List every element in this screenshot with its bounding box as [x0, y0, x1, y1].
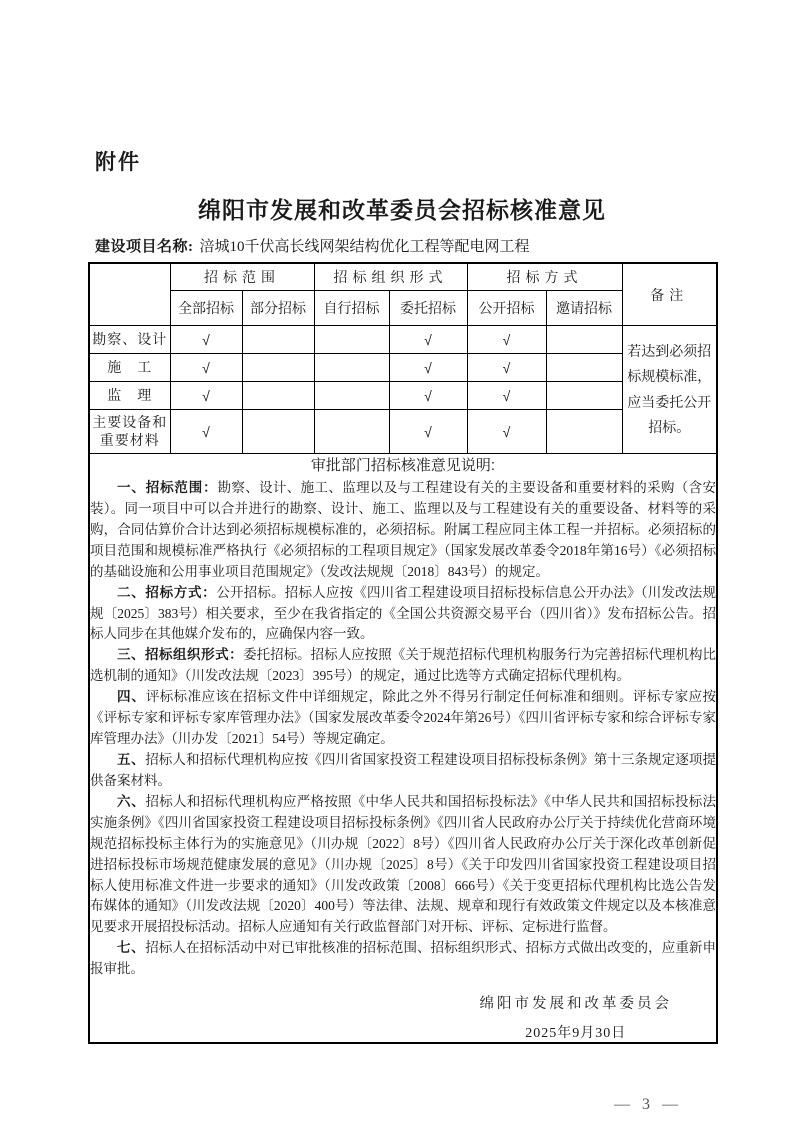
- header-bid-method: 招标方式: [467, 263, 622, 291]
- opinion-paragraph-5: [90, 750, 716, 792]
- opinion-heading: 审批部门招标核准意见说明:: [310, 457, 496, 474]
- check-cell: [546, 382, 622, 410]
- page-number: — 3 —: [614, 1096, 682, 1114]
- header-bid-scope: 招标范围: [170, 263, 314, 291]
- header-open-bid: 公开招标: [467, 291, 546, 326]
- check-cell: [546, 326, 622, 354]
- project-name-line: [95, 235, 716, 256]
- check-cell: √: [467, 326, 546, 354]
- check-cell: [242, 382, 314, 410]
- opinion-paragraphs: [90, 478, 716, 980]
- check-cell: √: [170, 382, 242, 410]
- check-cell: √: [389, 410, 467, 454]
- paragraph-text: 公开招标。招标人应按《四川省工程建设项目招标投标信息公开办法》（川发改法规规〔2025〕383号）相关要求，至少在我省指定的《全国公共资源交易平台（四川省）》发布招标公告。招标人同步在其他媒介发布的，应确保内容一致。: [90, 584, 716, 642]
- opinion-paragraph-7: [90, 938, 716, 980]
- check-cell: [314, 410, 389, 454]
- paragraph-lead: 一、招标范围：: [117, 480, 218, 495]
- attachment-label: 附件: [95, 151, 141, 174]
- check-cell: [314, 382, 389, 410]
- check-cell: [314, 354, 389, 382]
- row-label: 勘察、设计: [89, 326, 170, 354]
- header-invited-bid: 邀请招标: [546, 291, 622, 326]
- row-label: 主要设备和重要材料: [89, 410, 170, 454]
- check-cell: [314, 326, 389, 354]
- opinion-cell: [89, 454, 717, 1044]
- paragraph-lead: 六、: [117, 793, 146, 809]
- check-cell: √: [467, 354, 546, 382]
- opinion-paragraph-2: [90, 583, 716, 646]
- signature-inner: [480, 992, 673, 1042]
- check-cell: √: [389, 382, 467, 410]
- paragraph-lead: 五、: [117, 751, 146, 767]
- paragraph-lead: 二、招标方式：: [117, 584, 217, 600]
- signature-block: [90, 992, 716, 1042]
- check-cell: √: [389, 354, 467, 382]
- check-cell: √: [170, 326, 242, 354]
- paragraph-text: 招标人在招标活动中对已审批核准的招标范围、招标组织形式、招标方式做出改变的，应重新申报审批。: [90, 940, 717, 977]
- check-cell: [546, 410, 622, 454]
- table-header-group-row: [89, 263, 717, 291]
- paragraph-text: 评标标准应该在招标文件中详细规定，除此之外不得另行制定任何标准和细则。评标专家应按《评标专家和评标专家库管理办法》（国家发展改革委令2024年第26号）《四川省评标专家和综合评标专家库管理办法》（川办发〔2021〕54号）等规定确定。: [90, 689, 717, 747]
- check-cell: [546, 354, 622, 382]
- paragraph-text: 委托招标。招标人应按照《关于规范招标代理机构服务行为完善招标代理机构比选机制的通知》（川发改法规〔2023〕395号）的规定，通过比选等方式确定招标代理机构。: [90, 647, 717, 684]
- issue-date: 2025年9月30日: [525, 1026, 627, 1042]
- bid-approval-table: [88, 262, 718, 1044]
- corner-cell: [89, 263, 170, 326]
- remark-cell: 若达到必须招标规模标准，应当委托公开招标。: [622, 326, 717, 454]
- header-self-bid: 自行招标: [314, 291, 389, 326]
- check-cell: [242, 410, 314, 454]
- header-remark: 备注: [622, 263, 717, 326]
- paragraph-text: 招标人和招标代理机构应严格按照《中华人民共和国招标投标法》《中华人民共和国招标投标法实施条例》《四川省国家投资工程建设项目招标投标条例》《四川省人民政府办公厅关于持续优化营商环境规范招标投标主体行为的实施意见》（川办规〔2022〕8号）《四川省人民政府办公厅关于深化改革创新促进招标投标市场规范健康发展的意见》（川办规〔2025〕8号）《关于印发四川省国家投资工程建设项目招标人使用标准文件进一步要求的通知》（川发改政策〔2008〕666号）《关于变更招标代理机构比选公告发布媒体的通知》（川发改法规〔2020〕400号）等法律、法规、规章和现行有效政策文件规定以及本核准意见要求开展招投标活动。招标人应通知有关行政监督部门对开标、评标、定标进行监督。: [90, 793, 716, 935]
- opinion-paragraph-4: [90, 687, 716, 750]
- opinion-paragraph-6: [90, 792, 716, 938]
- check-cell: √: [170, 410, 242, 454]
- paragraph-lead: 三、招标组织形式：: [117, 647, 244, 663]
- paragraph-lead: 七、: [117, 940, 146, 956]
- header-partial-bid: 部分招标: [242, 291, 314, 326]
- check-cell: √: [389, 326, 467, 354]
- header-full-bid: 全部招标: [170, 291, 242, 326]
- check-cell: √: [467, 382, 546, 410]
- paragraph-text: 勘察、设计、施工、监理以及与工程建设有关的主要设备和重要材料的采购（含安装）。同一项目中可以合并进行的勘察、设计、施工、监理以及与工程建设有关的重要设备、材料等的采购，合同估算价合计达到必须招标规模标准的，必须招标。附属工程应同主体工程一并招标。必须招标的项目范围和规模标准严格执行《必须招标的工程项目规定》（国家发展改革委令2018年第16号）《必须招标的基础设施和公用事业项目范围规定》（发改法规规〔2018〕843号）的规定。: [90, 480, 716, 579]
- project-name-label: 建设项目名称:: [95, 239, 194, 255]
- document-page: [88, 0, 716, 1114]
- header-bid-organization-form: 招标组织形式: [314, 263, 467, 291]
- check-cell: [242, 354, 314, 382]
- row-label: 监 理: [89, 382, 170, 410]
- opinion-row: [89, 454, 717, 1044]
- paragraph-lead: 四、: [117, 689, 146, 705]
- paragraph-text: 招标人和招标代理机构应按《四川省国家投资工程建设项目招标投标条例》第十三条规定逐项提供备案材料。: [90, 751, 717, 788]
- check-cell: √: [467, 410, 546, 454]
- row-label: 施 工: [89, 354, 170, 382]
- opinion-paragraph-3: [90, 645, 716, 687]
- project-name-value: 涪城10千伏高长线网架结构优化工程等配电网工程: [199, 239, 530, 255]
- check-cell: [242, 326, 314, 354]
- check-cell: √: [170, 354, 242, 382]
- opinion-paragraph-1: [90, 478, 716, 583]
- issuing-authority: 绵阳市发展和改革委员会: [479, 996, 672, 1013]
- header-entrusted-bid: 委托招标: [389, 291, 467, 326]
- page-title: 绵阳市发展和改革委员会招标核准意见: [198, 198, 606, 223]
- table-row-survey-design: [89, 326, 717, 354]
